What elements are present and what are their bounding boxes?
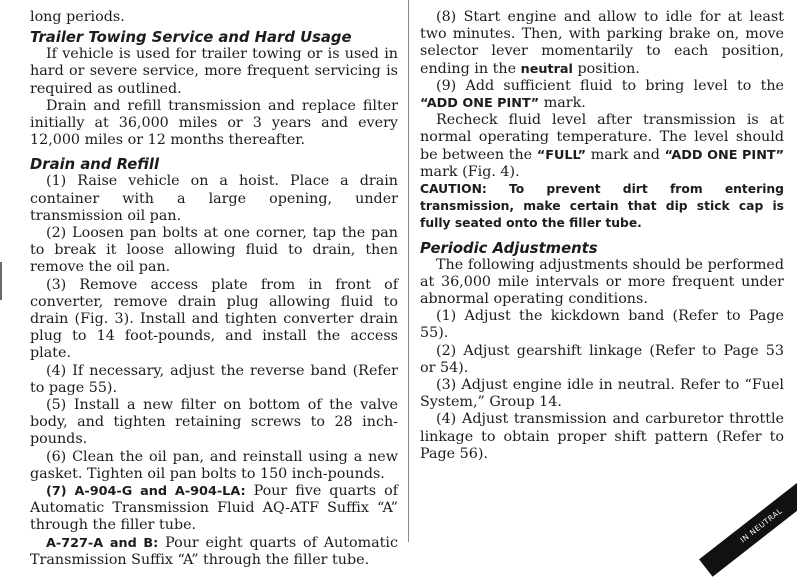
caution-note: CAUTION: To prevent dirt from entering transmission, make certain that dip stick cap is fully seated onto the filler tube. bbox=[420, 182, 784, 231]
step-8-text: (8) Start engine and allow to idle for at least two minutes. Then, with parking brake on, move selector lever momentarily to each position, ending in the bbox=[420, 9, 784, 77]
drain-step-2: (2) Loosen pan bolts at one corner, tap the pan to break it loose allowing fluid to drain, then remove the oil pan. bbox=[30, 225, 398, 276]
step-8-end: position. bbox=[577, 60, 640, 77]
adjustment-4: (4) Adjust transmission and carburetor throttle linkage to obtain proper shift pattern (Refer to Page 56). bbox=[420, 411, 784, 462]
drain-step-9 bbox=[420, 78, 784, 112]
recheck-and: mark and bbox=[590, 146, 660, 163]
heading-periodic-adjustments: Periodic Adjustments bbox=[420, 239, 598, 257]
drain-step-3: (3) Remove access plate from in front of converter, remove drain plug allowing fluid to drain (Fig. 3). Install and tighten converter drain plug to 14 foot-pounds, and install the access plate. bbox=[30, 276, 398, 362]
step-9-add-one-pint: “ADD ONE PINT” bbox=[420, 96, 540, 112]
adjustment-1: (1) Adjust the kickdown band (Refer to Page 55). bbox=[420, 308, 784, 342]
binding-edge-mark bbox=[0, 262, 2, 300]
drain-step-6: (6) Clean the oil pan, and reinstall using a new gasket. Tighten oil pan bolts to 150 inch-pounds. bbox=[30, 448, 398, 482]
corner-stamp: IN NEUTRAL bbox=[699, 473, 797, 577]
heading-trailer-towing: Trailer Towing Service and Hard Usage bbox=[30, 29, 352, 47]
drain-step-4: (4) If necessary, adjust the reverse band (Refer to page 55). bbox=[30, 362, 398, 396]
step-8-neutral: neutral bbox=[520, 61, 573, 77]
trailer-paragraph-2: Drain and refill transmission and replace filter initially at 36,000 miles or 3 years and every 12,000 miles or 12 months thereafter. bbox=[30, 97, 398, 149]
drain-step-1: (1) Raise vehicle on a hoist. Place a drain container with a large opening, under transmission oil pan. bbox=[30, 173, 398, 224]
heading-drain-refill: Drain and Refill bbox=[30, 156, 160, 174]
right-column bbox=[420, 0, 784, 542]
adjustment-3: (3) Adjust engine idle in neutral. Refer to “Fuel System,” Group 14. bbox=[420, 377, 784, 411]
left-column bbox=[30, 0, 398, 568]
drain-step-7b bbox=[30, 535, 398, 569]
step-7-models: (7) A-904-G and A-904-LA: bbox=[46, 484, 246, 500]
adjustment-2: (2) Adjust gearshift linkage (Refer to Page 53 or 54). bbox=[420, 342, 784, 376]
drain-step-5: (5) Install a new filter on bottom of the valve body, and tighten retaining screws to 28 inch-pounds. bbox=[30, 397, 398, 448]
step-9-end: mark. bbox=[543, 95, 586, 112]
recheck-end: mark (Fig. 4). bbox=[420, 163, 520, 180]
step-7b-text: Pour eight quarts of Automatic Transmission Suffix “A” through the filler tube. bbox=[30, 534, 398, 568]
drain-step-8 bbox=[420, 9, 784, 78]
recheck-text: Recheck fluid level after transmission is at normal operating temperature. The level should be between the bbox=[420, 112, 784, 163]
step-7b-models: A-727-A and B: bbox=[46, 535, 159, 551]
drain-step-7 bbox=[30, 483, 398, 535]
step-7-text: Pour five quarts of Automatic Transmission Fluid AQ-ATF Suffix “A” through the filler tube. bbox=[30, 483, 398, 534]
recheck-full: “FULL” bbox=[536, 147, 587, 163]
recheck-paragraph bbox=[420, 112, 784, 181]
step-9-text: (9) Add sufficient fluid to bring level to the bbox=[436, 77, 784, 94]
periodic-intro: The following adjustments should be performed at 36,000 mile intervals or more frequent under abnormal operating conditions. bbox=[420, 256, 784, 308]
continued-line: long periods. bbox=[30, 9, 125, 25]
trailer-paragraph-1: If vehicle is used for trailer towing or is used in hard or severe service, more frequent servicing is required as outlined. bbox=[30, 46, 398, 97]
recheck-add-one-pint: “ADD ONE PINT” bbox=[664, 147, 785, 163]
column-divider bbox=[408, 0, 409, 542]
